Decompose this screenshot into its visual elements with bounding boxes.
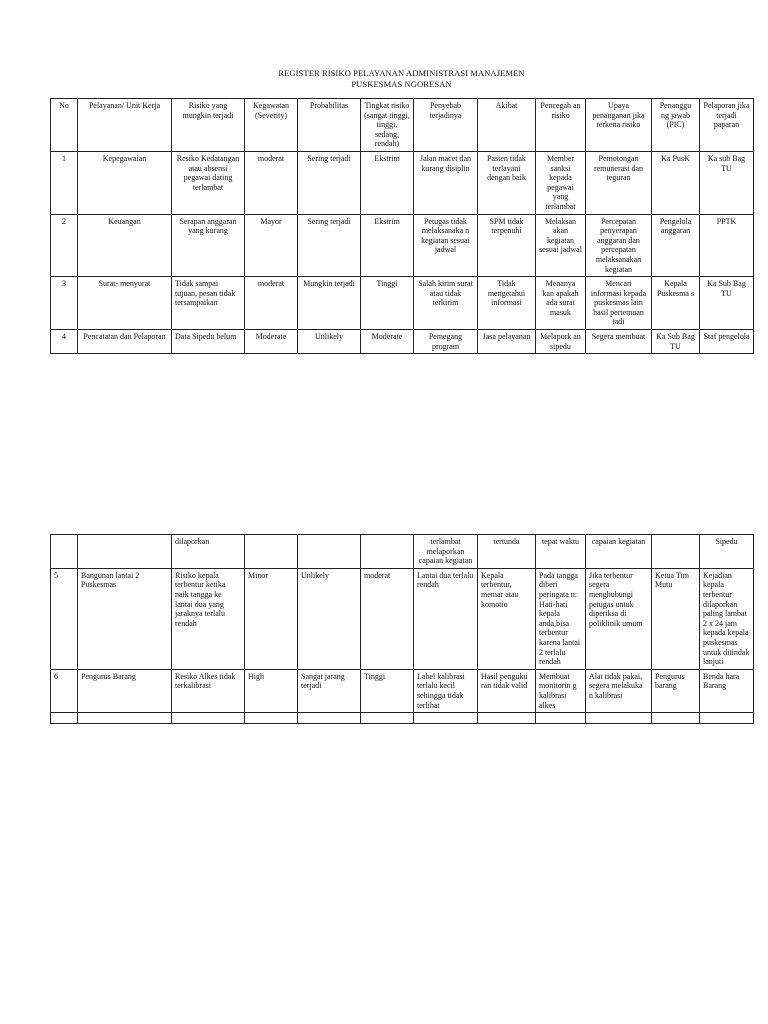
cell-risk: Resiko Kedatangan atau absensi pegawai dating terlambat	[172, 151, 245, 214]
cell-pic: Kepala Puskesma s	[652, 277, 700, 330]
cell-cause: Petugas tidak melaksanaka n kegiatan sesuai jadwal	[414, 214, 478, 277]
cell-risk-level: Tinggi	[361, 277, 414, 330]
empty-cell	[51, 713, 78, 724]
cell-reporting: PPTK	[700, 214, 754, 277]
document-title-block	[50, 68, 753, 90]
cell-prevention: Pada tangga diberi peringata n: Hati-hati kepala anda,bisa terbentur karena lantai 2 terlalu rendah	[536, 568, 586, 669]
cell-unit: Bangunan lantai 2 Puskesmas	[78, 568, 172, 669]
empty-cell	[536, 713, 586, 724]
cell-probability: Unlikely	[298, 568, 361, 669]
cell-no: 5	[51, 568, 78, 669]
cell-reporting: Kejadian kepala terbentur dilaporkan paling lambat 2 x 24 jam kepada kepala puskesmas untuk ditindak lanjuti	[700, 568, 754, 669]
cell-risk-level: Moderate	[361, 330, 414, 354]
header-cell: Probabilitas	[298, 99, 361, 152]
cell-no: 4	[51, 330, 78, 354]
cell-effect: Jasa pelayanan	[478, 330, 536, 354]
empty-cell	[361, 713, 414, 724]
cell-risk: Data Sipedu belum	[172, 330, 245, 354]
table-row-continuation	[51, 535, 754, 569]
cell-no: 3	[51, 277, 78, 330]
cell-pic: Ketua Tim Mutu	[652, 568, 700, 669]
cell-handling: Pemotongan remunerasi dan teguran	[586, 151, 652, 214]
header-row	[51, 99, 754, 152]
cell-effect: tertunda	[478, 535, 536, 569]
table-row	[51, 214, 754, 277]
cell-prevention: Member sanksi kepada pegawai yang terlambat	[536, 151, 586, 214]
cell-risk-level: moderat	[361, 568, 414, 669]
cell-reporting: Ka sub Bag TU	[700, 151, 754, 214]
cell-reporting: Ka Sub Bag TU	[700, 277, 754, 330]
empty-cell	[172, 713, 245, 724]
header-cell: Penanggu ng jawab (PIC)	[652, 99, 700, 152]
empty-cell	[478, 713, 536, 724]
cell-handling: Jika terbentur segera menghubungi petugas untuk diperiksa di poliklinik umum	[586, 568, 652, 669]
cell-unit: Pengurus Barang	[78, 669, 172, 712]
cell-severity: High	[245, 669, 298, 712]
cell-effect: Tidak mengetahui informasi	[478, 277, 536, 330]
cell-pic: Pengelola anggaran	[652, 214, 700, 277]
header-cell: Tingkat risiko (sangat tinggi, tinggi, sedang, rendah)	[361, 99, 414, 152]
cell-severity: moderat	[245, 151, 298, 214]
cell-probability: Mungkin terjadi	[298, 277, 361, 330]
cell-prevention: tepat waktu	[536, 535, 586, 569]
cell-severity	[245, 535, 298, 569]
cell-effect: Pasien tidak terlayani dengan baik	[478, 151, 536, 214]
cell-reporting: Benda hara Barang	[700, 669, 754, 712]
risk-register-table-page-2	[50, 534, 754, 724]
cell-cause: Label kalibrasi terlalu kecil sehingga tidak terlihat	[414, 669, 478, 712]
cell-handling: Segera membuat	[586, 330, 652, 354]
table-row	[51, 568, 754, 669]
document-subtitle: PUSKESMAS NGORESAN	[351, 79, 452, 89]
cell-handling: Mencari informasi kepada puskesmas lain hasil pertemuan tadi	[586, 277, 652, 330]
cell-no: 2	[51, 214, 78, 277]
cell-effect: Kepala terbentur, memar atau komotio	[478, 568, 536, 669]
cell-prevention: Melaksan akan kegiatan sesuai jadwal	[536, 214, 586, 277]
cell-no: 1	[51, 151, 78, 214]
cell-no	[51, 535, 78, 569]
cell-pic: Ka PusK	[652, 151, 700, 214]
cell-unit: Pencatatan dan Pelaporan	[78, 330, 172, 354]
table-row	[51, 151, 754, 214]
cell-risk: Tidak sampai tujuan, pesan tidak tersampaikan	[172, 277, 245, 330]
cell-probability	[298, 535, 361, 569]
cell-severity: Minor	[245, 568, 298, 669]
cell-cause: Pemegang program	[414, 330, 478, 354]
empty-cell	[700, 713, 754, 724]
empty-cell	[245, 713, 298, 724]
header-cell: Risiko yang mungkin terjadi	[172, 99, 245, 152]
cell-effect: Hasil penguku ran tidak valid	[478, 669, 536, 712]
cell-risk-level: Ekstrim	[361, 151, 414, 214]
cell-probability: Sering terjadi	[298, 151, 361, 214]
cell-risk-level: Tinggi	[361, 669, 414, 712]
cell-unit	[78, 535, 172, 569]
cell-unit: Surat- menyurat	[78, 277, 172, 330]
cell-unit: Kepegawaian	[78, 151, 172, 214]
cell-severity: Moderate	[245, 330, 298, 354]
cell-prevention: Melapork an sipedu	[536, 330, 586, 354]
risk-register-table-page-1	[50, 98, 754, 354]
cell-pic	[652, 535, 700, 569]
cell-handling: Alat tidak pakai, segera melakuka n kalibrasi	[586, 669, 652, 712]
cell-risk: dilaporkan	[172, 535, 245, 569]
cell-pic: Pengurus barang	[652, 669, 700, 712]
empty-cell	[652, 713, 700, 724]
header-cell: Kegawatan (Severity)	[245, 99, 298, 152]
cell-risk: Resiko Alkes tidak terkalibrasi	[172, 669, 245, 712]
empty-cell	[78, 713, 172, 724]
header-cell: Pelayanan/ Unit Kerja	[78, 99, 172, 152]
cell-cause: Salah kirim surat atau tidak terkirim	[414, 277, 478, 330]
table-row	[51, 330, 754, 354]
header-cell: Akibat	[478, 99, 536, 152]
cell-prevention: Membuat monitorin g kalibrasi alkes	[536, 669, 586, 712]
cell-probability: Unlikely	[298, 330, 361, 354]
cell-severity: Mayor	[245, 214, 298, 277]
table-row-empty	[51, 713, 754, 724]
cell-handling: Percepatan penyerapan anggaran dan percepatan melaksanakan kegiatan	[586, 214, 652, 277]
header-cell: Upaya penanganan jika terkena risiko	[586, 99, 652, 152]
cell-handling: capaian kegiatan	[586, 535, 652, 569]
header-cell: Pelaporan jika terjadi paparan	[700, 99, 754, 152]
cell-cause: Lantai dua terlalu rendah	[414, 568, 478, 669]
cell-unit: Keuangan	[78, 214, 172, 277]
table-row	[51, 669, 754, 712]
empty-cell	[298, 713, 361, 724]
header-cell: Penyebab terjadinya	[414, 99, 478, 152]
cell-probability: Sangat jarang terjadi	[298, 669, 361, 712]
cell-cause: Jalan macet dan kurang disiplin	[414, 151, 478, 214]
cell-reporting: Staf pengelola	[700, 330, 754, 354]
cell-reporting: Sipedu	[700, 535, 754, 569]
cell-pic: Ka Sub Bag TU	[652, 330, 700, 354]
cell-prevention: Menanya kan apakah ada surat masuk	[536, 277, 586, 330]
cell-risk: Risiko kepala terbentur ketika naik tangga ke lantai dua yang jaraknya terlalu rendah	[172, 568, 245, 669]
cell-severity: moderat	[245, 277, 298, 330]
cell-cause: terlambat melaporkan capaian kegiatan	[414, 535, 478, 569]
cell-probability: Sering terjadi	[298, 214, 361, 277]
empty-cell	[586, 713, 652, 724]
table-row	[51, 277, 754, 330]
cell-no: 6	[51, 669, 78, 712]
cell-risk-level: Ekstrim	[361, 214, 414, 277]
header-cell: No	[51, 99, 78, 152]
cell-risk-level	[361, 535, 414, 569]
cell-effect: SPM tidak terpenuhi	[478, 214, 536, 277]
header-cell: Pencegah an risiko	[536, 99, 586, 152]
document-title: REGISTER RISIKO PELAYANAN ADMINISTRASI MANAJEMEN	[278, 68, 525, 78]
empty-cell	[414, 713, 478, 724]
cell-risk: Serapan anggaran yang kurang	[172, 214, 245, 277]
